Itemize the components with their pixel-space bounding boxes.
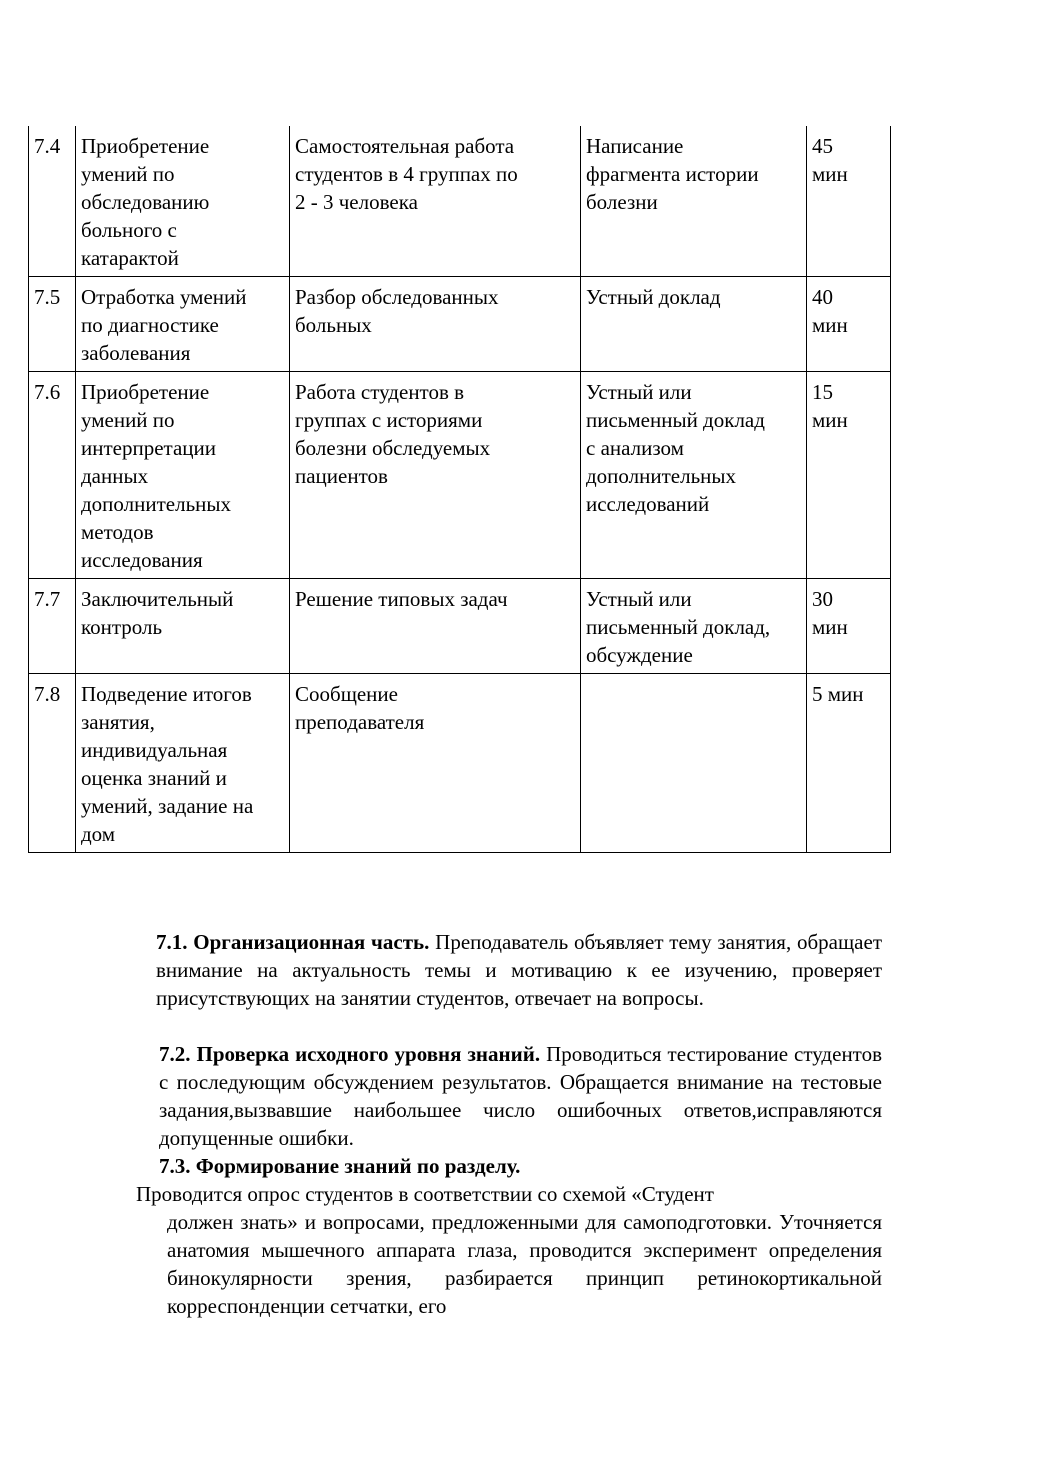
stage-method: Решение типовых задач xyxy=(290,579,581,674)
stage-number: 7.6 xyxy=(29,372,76,579)
stage-name: Подведение итогов занятия, индивидуальная оценка знаний и умений, задание на дом xyxy=(76,674,290,853)
table-row xyxy=(29,277,891,372)
section-7-3-title: 7.3. Формирование знаний по разделу. xyxy=(159,1154,521,1178)
section-7-3-heading xyxy=(159,1152,882,1180)
section-7-3-first-line: Проводится опрос студентов в соответствии со схемой «Студент xyxy=(136,1182,714,1206)
stage-number: 7.8 xyxy=(29,674,76,853)
section-7-2-text: Проводиться тестирование студентов с последующим обсуждением результатов. Обращается внимание на тестовые задания,вызвавшие наибольшее число ошибочных ответов,исправляются допущенные ошибки. xyxy=(159,1042,882,1150)
table-row xyxy=(29,579,891,674)
stage-method: Самостоятельная работа студентов в 4 группах по 2 - 3 человека xyxy=(290,126,581,277)
section-7-1-title: 7.1. Организационная часть. xyxy=(156,930,430,954)
stage-name: Приобретение умений по интерпретации данных дополнительных методов исследования xyxy=(76,372,290,579)
stage-method: Сообщение преподавателя xyxy=(290,674,581,853)
stage-number: 7.7 xyxy=(29,579,76,674)
stage-time: 5 мин xyxy=(807,674,891,853)
stage-number: 7.5 xyxy=(29,277,76,372)
table-row xyxy=(29,674,891,853)
stage-control: Написание фрагмента истории болезни xyxy=(581,126,807,277)
stage-time: 30 мин xyxy=(807,579,891,674)
stage-time: 40 мин xyxy=(807,277,891,372)
stage-control xyxy=(581,674,807,853)
table-row xyxy=(29,126,891,277)
stage-name: Отработка умений по диагностике заболевания xyxy=(76,277,290,372)
stage-name: Заключительный контроль xyxy=(76,579,290,674)
section-7-1-text: Преподаватель объявляет тему занятия, обращает внимание на актуальность темы и мотивацию к ее изучению, проверяет присутствующих на занятии студентов, отвечает на вопросы. xyxy=(156,930,882,1010)
stage-time: 45 мин xyxy=(807,126,891,277)
section-7-2-title: 7.2. Проверка исходного уровня знаний. xyxy=(159,1042,541,1066)
section-7-2-paragraph xyxy=(159,1040,882,1152)
stage-method: Работа студентов в группах с историями болезни обследуемых пациентов xyxy=(290,372,581,579)
lesson-stages-table xyxy=(28,126,891,853)
stage-method: Разбор обследованных больных xyxy=(290,277,581,372)
stage-time: 15 мин xyxy=(807,372,891,579)
stage-name: Приобретение умений по обследованию больного с катарактой xyxy=(76,126,290,277)
section-7-3-text: должен знать» и вопросами, предложенными для самоподготовки. Уточняется анатомия мышечного аппарата глаза, проводится эксперимент определения бинокулярности зрения, разбирается принцип ретинокортикальной корреспонденции сетчатки, его xyxy=(167,1210,882,1318)
section-7-3-paragraph xyxy=(136,1180,882,1320)
stage-control: Устный доклад xyxy=(581,277,807,372)
stage-control: Устный или письменный доклад с анализом дополнительных исследований xyxy=(581,372,807,579)
stage-control: Устный или письменный доклад, обсуждение xyxy=(581,579,807,674)
stage-number: 7.4 xyxy=(29,126,76,277)
section-7-1-paragraph xyxy=(156,928,882,1012)
table-row xyxy=(29,372,891,579)
